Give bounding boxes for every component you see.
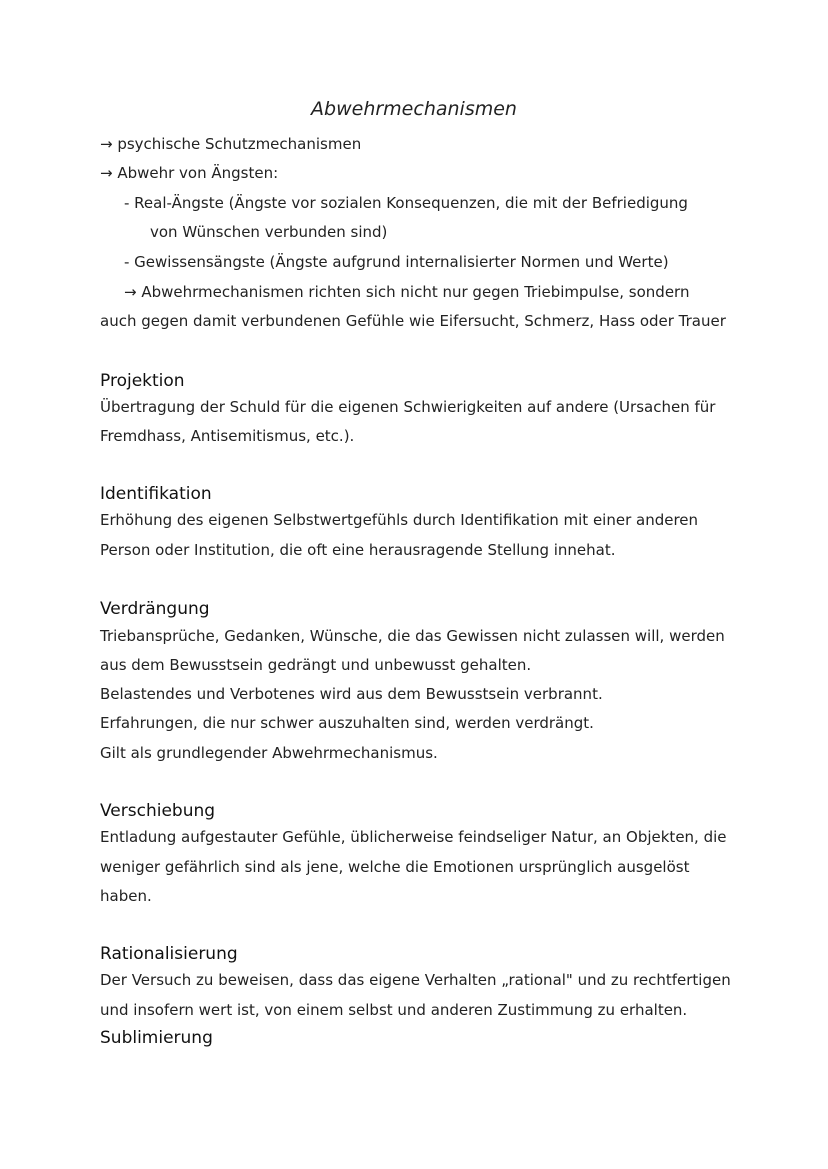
section-heading-sublimierung: Sublimierung: [100, 1028, 213, 1048]
verdraengung-text: aus dem Bewusstsein gedrängt und unbewusst gehalten.: [100, 656, 532, 674]
section-heading-verschiebung: Verschiebung: [100, 801, 216, 821]
verdraengung-text: Belastendes und Verbotenes wird aus dem Bewusstsein verbrannt.: [100, 685, 603, 703]
intro-line-schutzmechanismen: → psychische Schutzmechanismen: [100, 135, 362, 153]
intro-bullet-realaengste-cont: von Wünschen verbunden sind): [150, 223, 388, 241]
verdraengung-text: Erfahrungen, die nur schwer auszuhalten sind, werden verdrängt.: [100, 714, 594, 732]
section-heading-projektion: Projektion: [100, 371, 185, 391]
rationalisierung-text: und insofern wert ist, von einem selbst und anderen Zustimmung zu erhalten.: [100, 1001, 688, 1019]
verschiebung-text: Entladung aufgestauter Gefühle, üblicherweise feindseliger Natur, an Objekten, die: [100, 828, 727, 846]
verdraengung-text: Triebansprüche, Gedanken, Wünsche, die das Gewissen nicht zulassen will, werden: [100, 627, 725, 645]
verdraengung-text: Gilt als grundlegender Abwehrmechanismus.: [100, 744, 438, 762]
section-heading-verdraengung: Verdrängung: [100, 599, 210, 619]
identifikation-text: Erhöhung des eigenen Selbstwertgefühls durch Identifikation mit einer anderen: [100, 511, 699, 529]
intro-bullet-realaengste: - Real-Ängste (Ängste vor sozialen Konsequenzen, die mit der Befriedigung: [124, 194, 688, 212]
projektion-text: Übertragung der Schuld für die eigenen Schwierigkeiten auf andere (Ursachen für: [100, 398, 716, 416]
projektion-text: Fremdhass, Antisemitismus, etc.).: [100, 427, 355, 445]
page-title: Abwehrmechanismen: [311, 98, 517, 120]
rationalisierung-text: Der Versuch zu beweisen, dass das eigene Verhalten „rational" und zu rechtfertigen: [100, 971, 731, 989]
identifikation-text: Person oder Institution, die oft eine herausragende Stellung innehat.: [100, 541, 616, 559]
intro-arrow-line-cont: auch gegen damit verbundenen Gefühle wie Eifersucht, Schmerz, Hass oder Trauer: [100, 312, 726, 330]
intro-bullet-gewissensaengste: - Gewissensängste (Ängste aufgrund internalisierter Normen und Werte): [124, 253, 669, 271]
verschiebung-text: haben.: [100, 887, 152, 905]
verschiebung-text: weniger gefährlich sind als jene, welche die Emotionen ursprünglich ausgelöst: [100, 858, 690, 876]
intro-arrow-line: → Abwehrmechanismen richten sich nicht nur gegen Triebimpulse, sondern: [124, 283, 690, 301]
section-heading-rationalisierung: Rationalisierung: [100, 944, 238, 964]
section-heading-identifikation: Identifikation: [100, 484, 212, 504]
intro-line-abwehr: → Abwehr von Ängsten:: [100, 164, 279, 182]
